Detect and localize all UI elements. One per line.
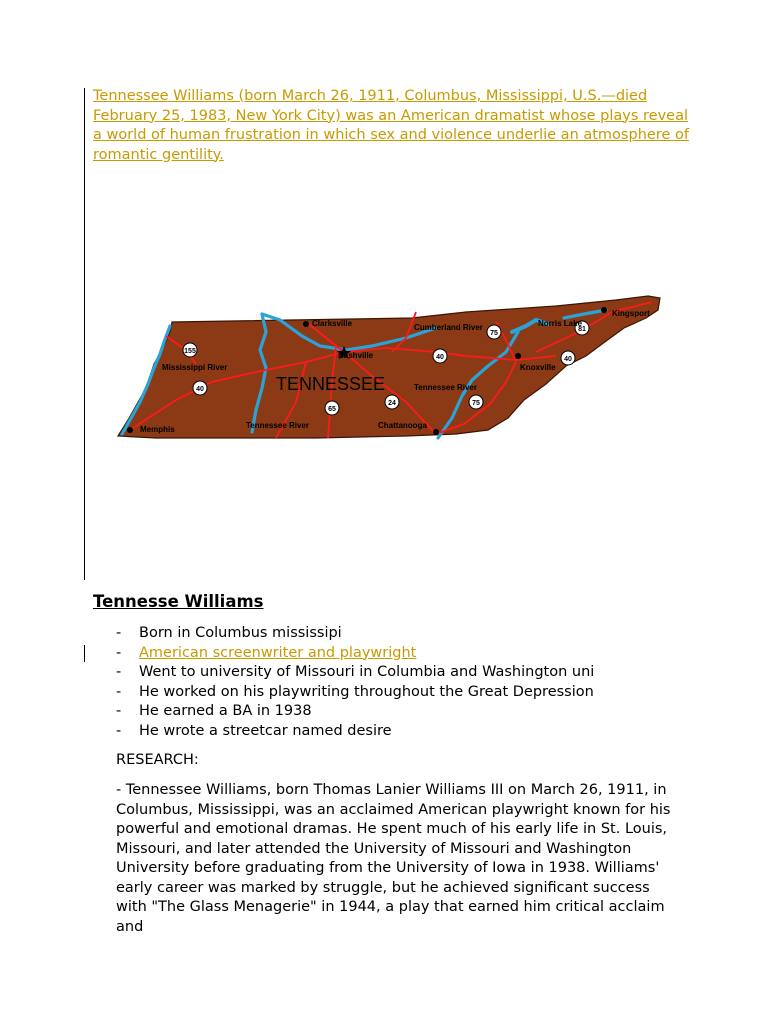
bullet-list — [116, 624, 594, 742]
highway-shield — [193, 381, 207, 395]
revision-bar-small — [84, 645, 85, 662]
list-item-text: Born in Columbus mississipi — [139, 625, 342, 641]
highway-shield — [487, 325, 501, 339]
highway-shield — [469, 395, 483, 409]
svg-text:24: 24 — [388, 400, 396, 407]
revision-bar — [84, 88, 85, 580]
svg-text:81: 81 — [578, 326, 586, 333]
list-item: - He wrote a streetcar named desire — [116, 722, 594, 742]
intro-link[interactable]: Tennessee Williams (born March 26, 1911, Columbus, Mississippi, U.S.—died February 25, 1983, New York City) was an American dramatist whose plays reveal a world of human frustration in which sex and violence underlie an atmosphere of romantic gentility. — [93, 88, 689, 163]
city-dot — [515, 353, 521, 359]
highway-shield — [561, 351, 575, 365]
city-dot — [303, 321, 309, 327]
svg-text:40: 40 — [196, 386, 204, 393]
city-label: Kingsport — [612, 309, 650, 318]
city-label: Knoxville — [520, 363, 556, 372]
highway-shield — [183, 343, 197, 357]
city-dot — [433, 429, 439, 435]
research-label: RESEARCH: — [116, 752, 199, 768]
feature-label: Tennessee River — [414, 383, 477, 392]
list-item-text: Went to university of Missouri in Columbia and Washington uni — [139, 664, 595, 681]
highway-shield — [385, 395, 399, 409]
list-item: - American screenwriter and playwright — [116, 644, 594, 664]
list-item-text: He worked on his playwriting throughout the Great Depression — [139, 683, 594, 700]
list-item-link[interactable]: American screenwriter and playwright — [139, 644, 417, 661]
svg-text:75: 75 — [490, 330, 498, 337]
city-label: Nashville — [338, 351, 374, 360]
feature-label: Mississippi River — [162, 363, 228, 372]
svg-text:40: 40 — [564, 356, 572, 363]
highway-shield — [325, 401, 339, 415]
list-item: - Went to university of Missouri in Columbia and Washington uni — [116, 663, 594, 683]
research-paragraph: - Tennessee Williams, born Thomas Lanier Williams III on March 26, 1911, in Columbus, Mississippi, was an acclaimed American playwright known for his powerful and emotional dramas. He spent much of his early life in St. Louis, Missouri, and later attended the University of Missouri and Washington University before graduating from the University of Iowa in 1938. Williams' early career was marked by struggle, but he achieved significant success with "The Glass Menagerie" in 1944, a play that earned him critical acclaim and — [116, 782, 671, 935]
list-item: - He earned a BA in 1938 — [116, 702, 594, 722]
list-item: - He worked on his playwriting throughout the Great Depression — [116, 683, 594, 703]
svg-text:65: 65 — [328, 406, 336, 413]
list-item-text: He earned a BA in 1938 — [139, 703, 312, 720]
section-heading: Tennesse Williams — [93, 592, 264, 611]
feature-label: Cumberland River — [414, 323, 483, 332]
list-item: - Born in Columbus mississipi — [116, 624, 594, 644]
city-label: Clarksville — [312, 319, 353, 328]
svg-text:40: 40 — [436, 354, 444, 361]
city-dot — [127, 427, 133, 433]
list-item-text: He wrote a streetcar named desire — [139, 722, 392, 739]
city-label: Memphis — [140, 425, 175, 434]
feature-label: Tennessee River — [246, 421, 309, 430]
highway-shield — [433, 349, 447, 363]
tennessee-map — [116, 292, 664, 442]
state-label: TENNESSEE — [276, 374, 386, 394]
svg-text:75: 75 — [472, 400, 480, 407]
feature-label: Norris Lake — [538, 319, 583, 328]
city-label: Chattanooga — [378, 421, 427, 430]
svg-text:155: 155 — [184, 348, 196, 355]
city-dot — [601, 307, 607, 313]
